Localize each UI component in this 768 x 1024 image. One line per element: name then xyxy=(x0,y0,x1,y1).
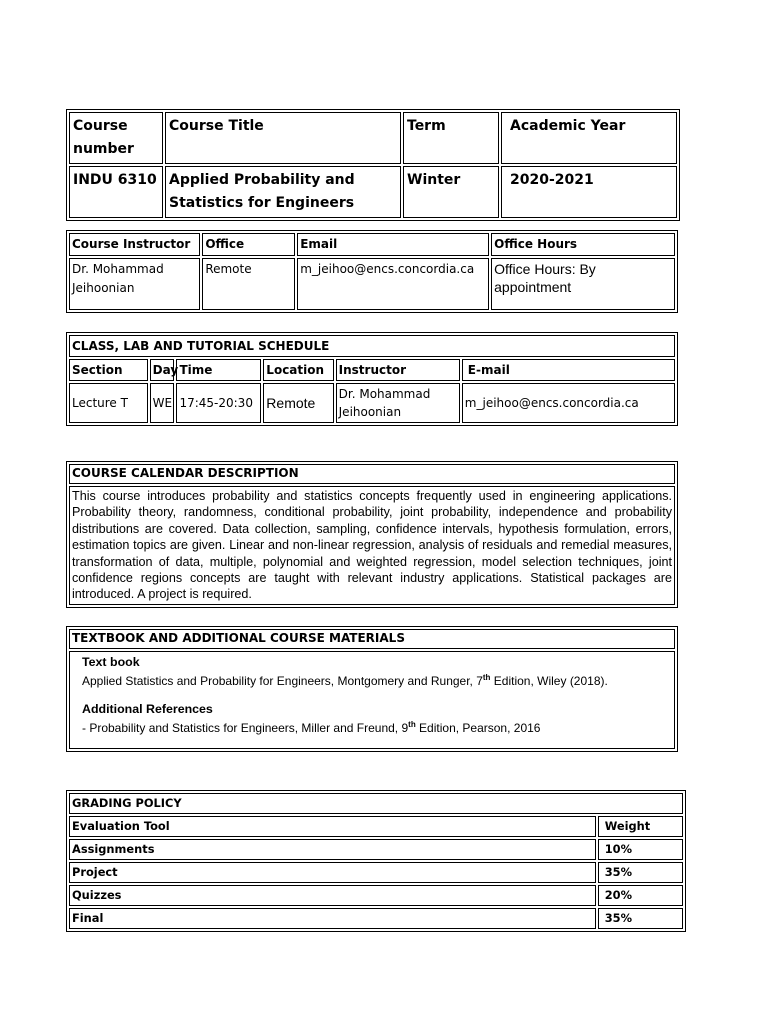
header-office: Office xyxy=(202,233,295,256)
header-weight: Weight xyxy=(598,816,683,837)
materials-content xyxy=(69,651,675,749)
header-email: Email xyxy=(297,233,489,256)
materials-table xyxy=(66,626,678,752)
header-course-title: Course Title xyxy=(165,112,401,164)
header-e-mail: E-mail xyxy=(462,359,675,381)
grading-title: GRADING POLICY xyxy=(69,793,683,814)
refs-entry: - Probability and Statistics for Engineers, Miller and Freund, 9th Edition, Pearson, 2016 xyxy=(82,720,541,735)
grading-row-weight: 10% xyxy=(598,839,683,860)
section: Lecture T xyxy=(69,383,148,423)
office-hours: Office Hours: By appointment xyxy=(491,258,675,310)
header-academic-year: Academic Year xyxy=(501,112,677,164)
grading-row-tool: Final xyxy=(69,908,596,929)
schedule-title: CLASS, LAB AND TUTORIAL SCHEDULE xyxy=(69,335,675,357)
grading-row-tool: Project xyxy=(69,862,596,883)
location: Remote xyxy=(263,383,333,423)
grading-row-weight: 35% xyxy=(598,908,683,929)
day: WE xyxy=(150,383,175,423)
instructor-email[interactable]: m_jeihoo@encs.concordia.ca xyxy=(297,258,489,310)
materials-title: TEXTBOOK AND ADDITIONAL COURSE MATERIALS xyxy=(69,629,675,649)
refs-heading: Additional References xyxy=(82,702,213,716)
grading-row-tool: Assignments xyxy=(69,839,596,860)
instructor-name: Dr. Mohammad Jeihoonian xyxy=(69,258,200,310)
time: 17:45-20:30 xyxy=(176,383,261,423)
header-location: Location xyxy=(263,359,333,381)
header-course-instructor: Course Instructor xyxy=(69,233,200,256)
header-office-hours: Office Hours xyxy=(491,233,675,256)
grading-row-tool: Quizzes xyxy=(69,885,596,906)
calendar-description-table xyxy=(66,461,678,608)
grading-row-weight: 20% xyxy=(598,885,683,906)
textbook-heading: Text book xyxy=(82,655,140,669)
header-day: Day xyxy=(150,359,175,381)
course-title: Applied Probability and Statistics for Engineers xyxy=(165,166,401,218)
header-evaluation-tool: Evaluation Tool xyxy=(69,816,596,837)
schedule-email[interactable]: m_jeihoo@encs.concordia.ca xyxy=(462,383,675,423)
header-term: Term xyxy=(403,112,499,164)
header-time: Time xyxy=(176,359,261,381)
term: Winter xyxy=(403,166,499,218)
calendar-title: COURSE CALENDAR DESCRIPTION xyxy=(69,464,675,484)
header-instructor: Instructor xyxy=(336,359,460,381)
grading-table xyxy=(66,790,686,932)
course-number: INDU 6310 xyxy=(69,166,163,218)
header-section: Section xyxy=(69,359,148,381)
schedule-instructor: Dr. Mohammad Jeihoonian xyxy=(336,383,460,423)
grading-row-weight: 35% xyxy=(598,862,683,883)
textbook-entry: Applied Statistics and Probability for Engineers, Montgomery and Runger, 7th Edition, Wiley (2018). xyxy=(82,673,608,688)
schedule-table xyxy=(66,332,678,426)
office-location: Remote xyxy=(202,258,295,310)
course-info-table xyxy=(66,109,680,221)
calendar-text: This course introduces probability and statistics concepts frequently used in engineering applications. Probability theory, randomness, conditional probability, joint probability, independence and probability distributions are covered. Data collection, sampling, confidence intervals, hypothesis formulation, errors, estimation topics are given. Linear and non-linear regression, analysis of residuals and remedial measures, transformation of data, multiple, polynomial and weighted regression, model selection techniques, joint confidence regions concepts are taught with relevant industry applications. Statistical packages are introduced. A project is required. xyxy=(69,486,675,605)
academic-year: 2020-2021 xyxy=(501,166,677,218)
instructor-table xyxy=(66,230,678,313)
header-course-number: Course number xyxy=(69,112,163,164)
